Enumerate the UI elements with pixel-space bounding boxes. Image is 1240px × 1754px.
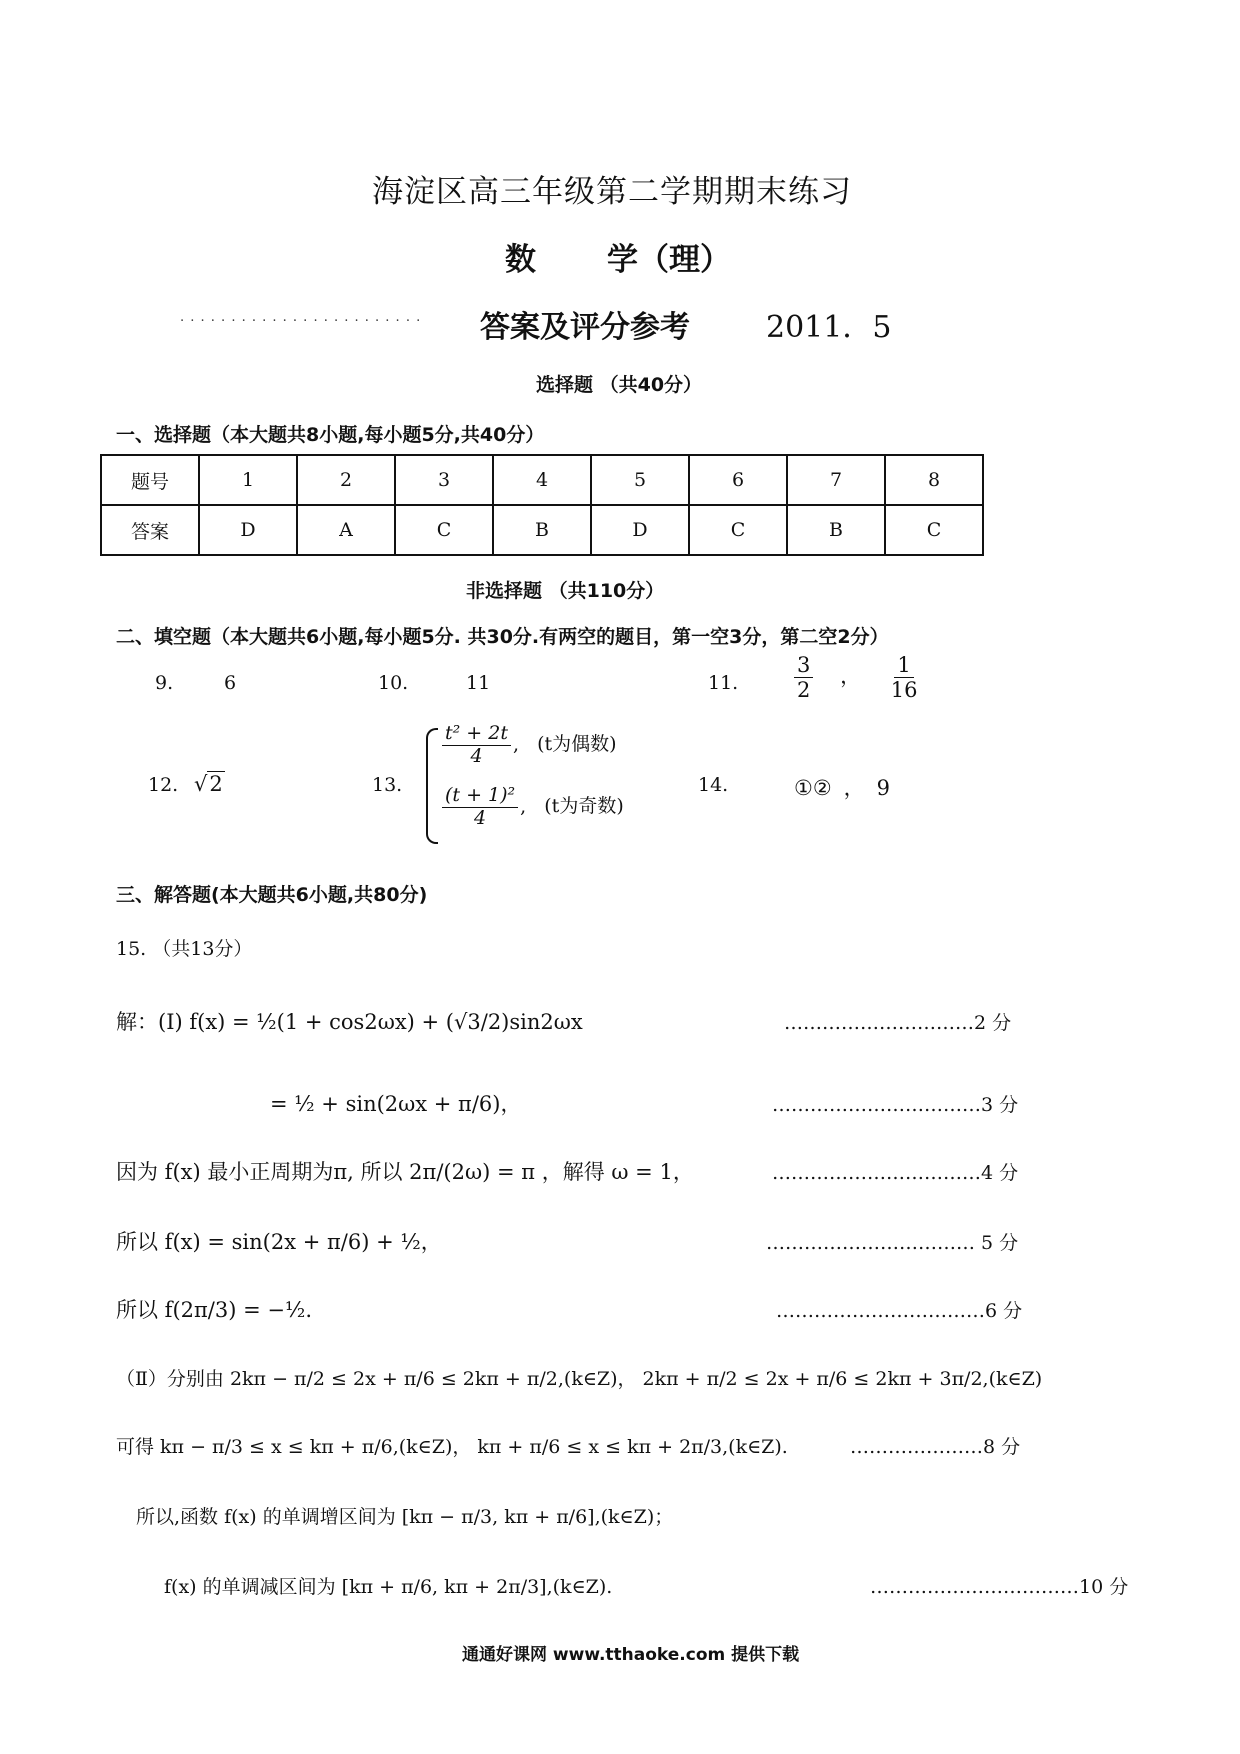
- table-row-label: 答案: [101, 505, 199, 555]
- table-cell: 1: [199, 455, 297, 505]
- table-row-label: 题号: [101, 455, 199, 505]
- table-cell: D: [591, 505, 689, 555]
- subject-right: 学（理）: [607, 242, 731, 278]
- solution-line: 所以,函数 f(x) 的单调增区间为 [kπ − π/3, kπ + π/6],(k∈Z)；: [136, 1506, 674, 1528]
- fraction: $\frac{3}{2}$: [794, 654, 813, 701]
- part2-heading: 二、填空题（本大题共6小题,每小题5分. 共30分.有两空的题目，第一空3分，第二空2分）: [116, 626, 889, 648]
- q11-answer: $\frac{3}{2}$ ， $\frac{1}{16}$: [792, 654, 922, 701]
- q15-title: 15. （共13分）: [116, 938, 253, 960]
- solution-line: f(x) 的单调减区间为 [kπ + π/6, kπ + 2π/3],(k∈Z).: [164, 1576, 613, 1598]
- answer-table: [100, 454, 984, 556]
- part1-heading: 一、选择题（本大题共8小题,每小题5分,共40分）: [116, 424, 545, 446]
- table-cell: 8: [885, 455, 983, 505]
- table-cell: C: [689, 505, 787, 555]
- q13-number: 13.: [372, 774, 403, 796]
- part3-heading: 三、解答题(本大题共6小题,共80分): [116, 884, 428, 906]
- score-mark: …………………………… 5 分: [766, 1232, 1019, 1254]
- table-cell: D: [199, 505, 297, 555]
- score-mark: ……………………………3 分: [772, 1094, 1019, 1116]
- piecewise-brace: [426, 728, 438, 844]
- solution-line: 可得 kπ − π/3 ≤ x ≤ kπ + π/6,(k∈Z)， kπ + π/6 ≤ x ≤ kπ + 2π/3,(k∈Z).: [116, 1436, 788, 1458]
- document-title: 海淀区高三年级第二学期期末练习: [372, 174, 852, 210]
- q14-answer: ①② ， 9: [794, 776, 891, 800]
- table-cell: 7: [787, 455, 885, 505]
- solution-line: （Ⅱ）分别由 2kπ − π/2 ≤ 2x + π/6 ≤ 2kπ + π/2,(k∈Z)， 2kπ + π/2 ≤ 2x + π/6 ≤ 2kπ + 3π/2,(k∈Z): [116, 1368, 1043, 1390]
- solution-line: = ½ + sin(2ωx + π/6)，: [270, 1092, 522, 1116]
- q12-number: 12.: [148, 774, 179, 796]
- solution-line: 解：(Ⅰ) f(x) = ½(1 + cos2ωx) + (√3/2)sin2ωx: [116, 1010, 583, 1034]
- score-mark: …………………………2 分: [784, 1012, 1012, 1034]
- q10-answer: 11: [466, 672, 491, 694]
- q14-number: 14.: [698, 774, 729, 796]
- q13-case1: $\frac{\text{t² + 2t}}{4}$ , (t为偶数): [440, 724, 617, 767]
- score-mark: ……………………………4 分: [772, 1162, 1019, 1184]
- document-date: 2011．5: [766, 310, 892, 345]
- table-cell: 6: [689, 455, 787, 505]
- solution-line: 所以 f(x) = sin(2x + π/6) + ½，: [116, 1230, 442, 1254]
- subject-left: 数: [505, 242, 536, 278]
- solution-line: 所以 f(2π/3) = −½.: [116, 1298, 313, 1322]
- table-row: [101, 455, 983, 505]
- table-cell: C: [395, 505, 493, 555]
- fraction: $\frac{\text{t² + 2t}}{4}$: [442, 724, 511, 767]
- q13-case2: $\frac{\text{(t + 1)²}}{4}$ , (t为奇数): [440, 786, 624, 829]
- part2-banner: 非选择题 （共110分）: [466, 580, 665, 602]
- q11-number: 11.: [708, 672, 739, 694]
- q9-answer: 6: [224, 672, 237, 694]
- document-subtitle: 答案及评分参考: [480, 310, 690, 345]
- q10-number: 10.: [378, 672, 409, 694]
- table-cell: B: [787, 505, 885, 555]
- table-cell: 2: [297, 455, 395, 505]
- table-cell: B: [493, 505, 591, 555]
- part1-banner: 选择题 （共40分）: [536, 374, 703, 396]
- table-cell: 4: [493, 455, 591, 505]
- table-row: [101, 505, 983, 555]
- fraction: $\frac{\text{(t + 1)²}}{4}$: [442, 786, 518, 829]
- q9-number: 9.: [155, 672, 174, 694]
- header-dotted-leader: . . . . . . . . . . . . . . . . . . . . . . . .: [180, 310, 422, 325]
- score-mark: ……………………………10 分: [870, 1576, 1129, 1598]
- q12-answer: √2: [194, 772, 223, 796]
- fraction: $\frac{1}{16}$: [890, 653, 918, 703]
- footer-source: 通通好课网 www.tthaoke.com 提供下载: [462, 1645, 800, 1665]
- table-cell: C: [885, 505, 983, 555]
- solution-line: 因为 f(x) 最小正周期为π, 所以 2π/(2ω) = π ，解得 ω = 1，: [116, 1160, 694, 1184]
- table-cell: 5: [591, 455, 689, 505]
- score-mark: ……………………………6 分: [776, 1300, 1023, 1322]
- score-mark: …………………8 分: [850, 1436, 1021, 1458]
- table-cell: 3: [395, 455, 493, 505]
- table-cell: A: [297, 505, 395, 555]
